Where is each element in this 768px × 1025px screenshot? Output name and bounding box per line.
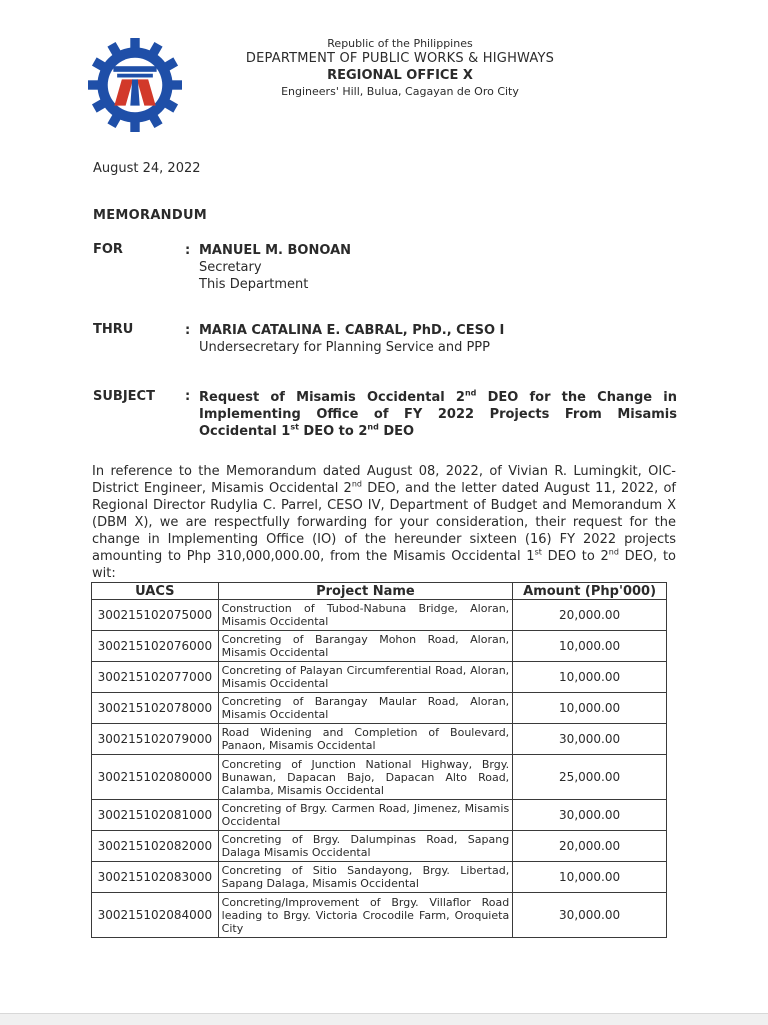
table-row: [92, 631, 667, 662]
row-uacs: 300215102075000: [92, 600, 219, 631]
row-project-name: Road Widening and Completion of Boulevard, Panaon, Misamis Occidental: [218, 724, 513, 755]
memo-date: August 24, 2022: [93, 161, 201, 176]
subject-label: SUBJECT: [93, 389, 155, 404]
table-row: [92, 693, 667, 724]
row-amount: 10,000.00: [513, 631, 667, 662]
letterhead-regional-office: REGIONAL OFFICE X: [327, 68, 473, 83]
table-row: [92, 862, 667, 893]
letterhead-republic: Republic of the Philippines: [327, 37, 473, 50]
header-uacs: UACS: [92, 583, 219, 600]
table-header-row: [92, 583, 667, 600]
row-amount: 20,000.00: [513, 831, 667, 862]
table-row: [92, 724, 667, 755]
page-edge: [0, 1013, 768, 1025]
thru-body: : MARIA CATALINA E. CABRAL, PhD., CESO I Undersecretary for Planning Service and PPP: [185, 322, 675, 356]
row-amount: 30,000.00: [513, 800, 667, 831]
header-project-name: Project Name: [218, 583, 513, 600]
for-body: : MANUEL M. BONOAN Secretary This Department: [185, 242, 675, 293]
row-uacs: 300215102084000: [92, 893, 219, 938]
header-amount: Amount (Php'000): [513, 583, 667, 600]
table-row: [92, 662, 667, 693]
table-row: [92, 893, 667, 938]
thru-name: MARIA CATALINA E. CABRAL, PhD., CESO I: [199, 323, 505, 338]
row-amount: 25,000.00: [513, 755, 667, 800]
row-uacs: 300215102077000: [92, 662, 219, 693]
body-paragraph: In reference to the Memorandum dated August 08, 2022, of Vivian R. Lumingkit, OIC-District Engineer, Misamis Occidental 2nd DEO, and the letter dated August 11, 2022, of Regional Director Rudylia C. Parrel, CESO IV, Department of Budget and Memorandum X (DBM X), we are respectfully forwarding for your consideration, their request for the change in Implementing Office (IO) of the hereunder sixteen (16) FY 2022 projects amounting to Php 310,000,000.00, from the Misamis Occidental 1st DEO to 2nd DEO, to wit:: [92, 464, 677, 581]
subject-body: : Request of Misamis Occidental 2nd DEO for the Change in Implementing Office of FY 2022 Projects From Misamis Occidental 1st DEO to 2nd DEO: [185, 388, 678, 439]
row-amount: 20,000.00: [513, 600, 667, 631]
row-amount: 10,000.00: [513, 862, 667, 893]
table-row: [92, 800, 667, 831]
letterhead-address: Engineers' Hill, Bulua, Cagayan de Oro City: [281, 85, 519, 98]
row-project-name: Concreting of Palayan Circumferential Road, Aloran, Misamis Occidental: [218, 662, 513, 693]
table-row: [92, 600, 667, 631]
for-title: Secretary: [199, 260, 262, 275]
row-amount: 30,000.00: [513, 724, 667, 755]
thru-label: THRU: [93, 322, 134, 337]
row-project-name: Concreting of Junction National Highway, Brgy. Bunawan, Dapacan Bajo, Dapacan Alto Road, Calamba, Misamis Occidental: [218, 755, 513, 800]
table-row: [92, 831, 667, 862]
row-project-name: Concreting/Improvement of Brgy. Villaflor Road leading to Brgy. Victoria Crocodile Farm, Oroquieta City: [218, 893, 513, 938]
for-office: This Department: [199, 277, 309, 292]
table-row: [92, 755, 667, 800]
for-label: FOR: [93, 242, 123, 257]
row-project-name: Concreting of Brgy. Carmen Road, Jimenez, Misamis Occidental: [218, 800, 513, 831]
row-uacs: 300215102076000: [92, 631, 219, 662]
row-project-name: Concreting of Barangay Mohon Road, Aloran, Misamis Occidental: [218, 631, 513, 662]
row-amount: 30,000.00: [513, 893, 667, 938]
row-uacs: 300215102078000: [92, 693, 219, 724]
memo-heading: MEMORANDUM: [93, 208, 208, 223]
letterhead: [200, 36, 600, 99]
row-project-name: Concreting of Sitio Sandayong, Brgy. Libertad, Sapang Dalaga, Misamis Occidental: [218, 862, 513, 893]
row-project-name: Concreting of Barangay Maular Road, Aloran, Misamis Occidental: [218, 693, 513, 724]
for-name: MANUEL M. BONOAN: [199, 243, 352, 258]
row-uacs: 300215102080000: [92, 755, 219, 800]
row-uacs: 300215102083000: [92, 862, 219, 893]
row-uacs: 300215102082000: [92, 831, 219, 862]
thru-title: Undersecretary for Planning Service and PPP: [199, 340, 490, 355]
projects-table: [91, 582, 667, 938]
dpwh-seal-icon: [88, 38, 182, 132]
row-project-name: Concreting of Brgy. Dalumpinas Road, Sapang Dalaga Misamis Occidental: [218, 831, 513, 862]
row-uacs: 300215102079000: [92, 724, 219, 755]
row-uacs: 300215102081000: [92, 800, 219, 831]
letterhead-department: DEPARTMENT OF PUBLIC WORKS & HIGHWAYS: [245, 51, 555, 66]
row-amount: 10,000.00: [513, 693, 667, 724]
row-amount: 10,000.00: [513, 662, 667, 693]
subject-text: Request of Misamis Occidental 2nd DEO for the Change in Implementing Office of FY 2022 Projects From Misamis Occidental 1st DEO to 2nd DEO: [199, 388, 678, 439]
row-project-name: Construction of Tubod-Nabuna Bridge, Aloran, Misamis Occidental: [218, 600, 513, 631]
